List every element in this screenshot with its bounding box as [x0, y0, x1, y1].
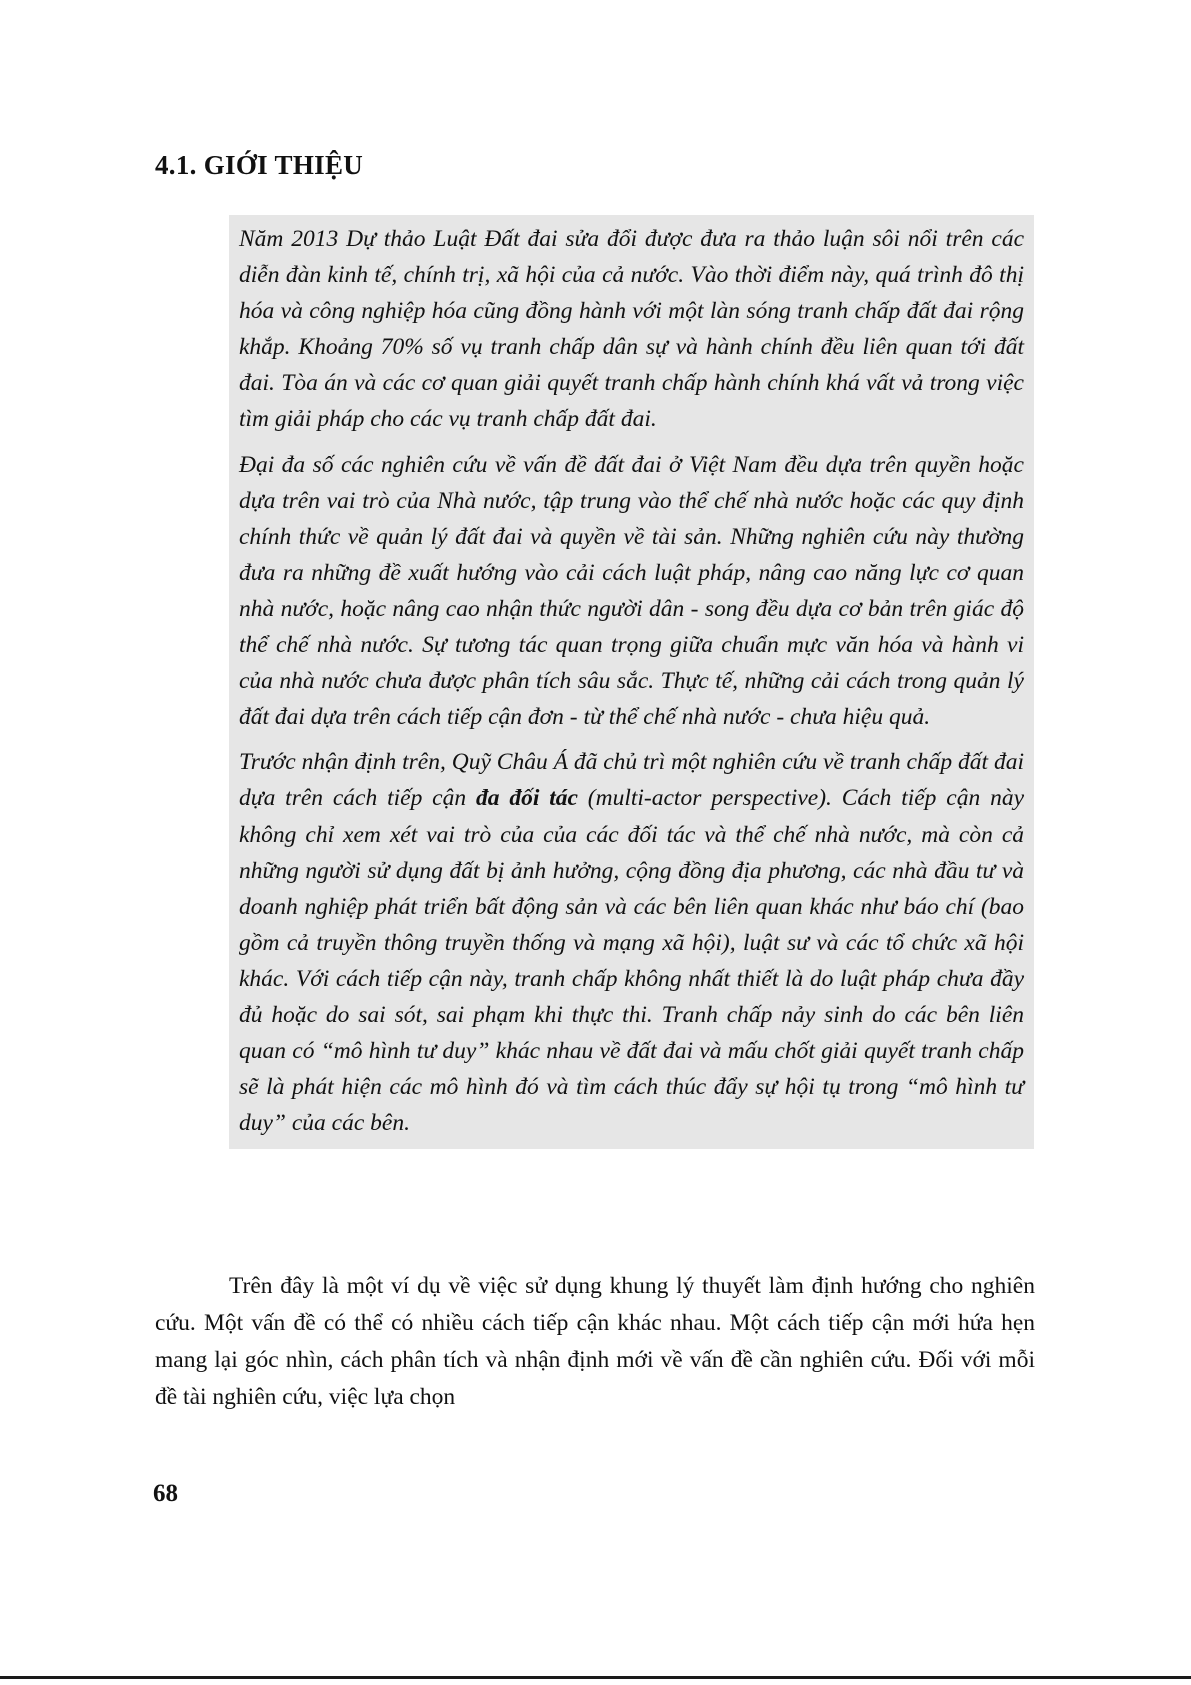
scan-edge-line [0, 1676, 1191, 1679]
box-emphasis: đa đối tác [475, 785, 578, 812]
box-paragraph: Năm 2013 Dự thảo Luật Đất đai sửa đổi được đưa ra thảo luận sôi nổi trên các diễn đàn kinh tế, chính trị, xã hội của cả nước. Vào thời điểm này, quá trình đô thị hóa và công nghiệp hóa cũng đồng hành với một làn sóng tranh chấp đất đai rộng khắp. Khoảng 70% số vụ tranh chấp dân sự và hành chính đều liên quan tới đất đai. Tòa án và các cơ quan giải quyết tranh chấp hành chính khá vất vả trong việc tìm giải pháp cho các vụ tranh chấp đất đai. [239, 226, 1024, 433]
box-text: (multi-actor perspective). Cách tiếp cận này không chỉ xem xét vai trò của của các đối tác và thể chế nhà nước, mà còn cả những người sử dụng đất bị ảnh hưởng, cộng đồng địa phương, các nhà đầu tư và doanh nghiệp phát triển bất động sản và các bên liên quan khác như báo chí (bao gồm cả truyền thông truyền thống và mạng xã hội), luật sư và các tổ chức xã hội khác. Với cách tiếp cận này, tranh chấp không nhất thiết là do luật pháp chưa đầy đủ hoặc do sai sót, sai phạm khi thực thi. Tranh chấp nảy sinh do các bên liên quan có “mô hình tư duy” khác nhau về đất đai và mấu chốt giải quyết tranh chấp sẽ là phát hiện các mô hình đó và tìm cách thúc đẩy sự hội tụ trong “mô hình tư duy” của các bên. [239, 785, 1024, 1137]
box-text: Trước nhận định trên, Quỹ Châu Á đã chủ trì một nghiên cứu về tranh chấp đất đai dựa trên cách tiếp cận [239, 749, 1024, 812]
example-box [229, 215, 1034, 1149]
page-number: 68 [153, 1480, 178, 1507]
box-paragraph: Đại đa số các nghiên cứu về vấn đề đất đai ở Việt Nam đều dựa trên quyền hoặc dựa trên vai trò của Nhà nước, tập trung vào thể chế nhà nước hoặc các quy định chính thức về quản lý đất đai và quyền về tài sản. Những nghiên cứu này thường đưa ra những đề xuất hướng vào cải cách luật pháp, nâng cao năng lực cơ quan nhà nước, hoặc nâng cao nhận thức người dân - song đều dựa cơ bản trên giác độ thể chế nhà nước. Sự tương tác quan trọng giữa chuẩn mực văn hóa và hành vi của nhà nước chưa được phân tích sâu sắc. Thực tế, những cải cách trong quản lý đất đai dựa trên cách tiếp cận đơn - từ thể chế nhà nước - chưa hiệu quả. [239, 451, 1024, 731]
section-heading: 4.1. GIỚI THIỆU [155, 150, 364, 180]
box-paragraph [239, 744, 1024, 1141]
body-paragraph: Trên đây là một ví dụ về việc sử dụng khung lý thuyết làm định hướng cho nghiên cứu. Một vấn đề có thể có nhiều cách tiếp cận khác nhau. Một cách tiếp cận mới hứa hẹn mang lại góc nhìn, cách phân tích và nhận định mới về vấn đề cần nghiên cứu. Đối với mỗi đề tài nghiên cứu, việc lựa chọn [155, 1273, 1035, 1410]
